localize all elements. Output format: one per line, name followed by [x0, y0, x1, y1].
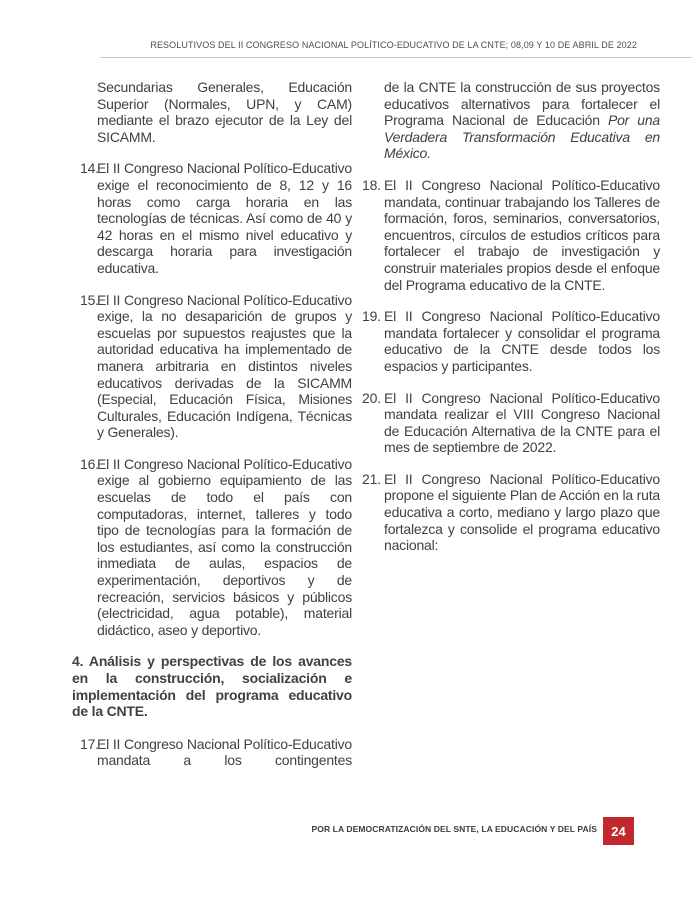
item-text: El II Congreso Nacional Político-Educativo mandata realizar el VIII Congreso Nacional de Educación Alternativa de la CNTE para el mes de septiembre de 2022.: [384, 389, 660, 456]
item-text: El II Congreso Nacional Político-Educativo mandata, continuar trabajando los Talleres de formación, foros, seminarios, conversatorios, encuentros, círculos de estudios críticos para fortalecer el trabajo de investigación y construir materiales propios desde el enfoque del Programa educativo de la CNTE.: [384, 176, 660, 293]
list-item-14: [72, 160, 352, 276]
item-text-italic: Por una Verdadera Transformación Educativa en México.: [384, 112, 660, 162]
header-divider: [100, 57, 692, 58]
footer-slogan: POR LA DEMOCRATIZACIÓN DEL SNTE, LA EDUCACIÓN Y DEL PAÍS: [311, 824, 597, 834]
item-number: 17.: [80, 735, 99, 752]
list-item-21: [362, 471, 660, 554]
item-text: El II Congreso Nacional Político-Educativo mandata fortalecer y consolidar el programa educativo de la CNTE desde todos los espacios y participantes.: [384, 308, 660, 374]
item-text: El II Congreso Nacional Político-Educativo propone el siguiente Plan de Acción en la ruta educativa a corto, mediano y largo plazo que fortalezca y consolide el programa educativo nacional:: [384, 470, 660, 554]
paragraph-continuation: [384, 79, 660, 162]
item-text: El II Congreso Nacional Político-Educativo exige el reconocimiento de 8, 12 y 16 horas como carga horaria en las tecnologías de técnicas. Así como de 40 y 42 horas en el mismo nivel educativo y descarga horaria para investigación educativa.: [97, 160, 352, 276]
list-item-15: [72, 292, 352, 441]
paragraph-continuation: Secundarias Generales, Educación Superior (Normales, UPN, y CAM) mediante el brazo ejecutor de la Ley del SICAMM.: [97, 79, 352, 145]
item-text: El II Congreso Nacional Político-Educativo mandata a los contingentes: [97, 735, 352, 769]
list-item-17: [72, 736, 352, 769]
item-number: 15.: [80, 291, 99, 308]
item-text: El II Congreso Nacional Político-Educativo exige, la no desaparición de grupos y escuelas por supuestos reajustes que la autoridad educativa ha implementado de manera arbitraria en distintos niveles educativos derivadas de la SICAMM (Especial, Educación Física, Misiones Culturales, Educación Indígena, Técnicas y Generales).: [97, 291, 352, 441]
item-number: 16.: [80, 455, 99, 472]
item-number: 19.: [362, 308, 381, 325]
item-text: El II Congreso Nacional Político-Educativo exige al gobierno equipamiento de las escuelas de todo el país con computadoras, internet, talleres y todo tipo de tecnologías para la formación de los estudiantes, así como la construcción inmediata de aulas, espacios de experimentación, deportivos y de recreación, servicios básicos y públicos (electricidad, agua potable), material didáctico, aseo y deportivo.: [97, 455, 352, 638]
left-column: [72, 79, 352, 784]
item-text: de la CNTE la construcción de sus proyectos educativos alternativos para fortalecer el Programa Nacional de Educación: [384, 79, 660, 129]
list-item-20: [362, 390, 660, 456]
right-column: [362, 79, 660, 569]
item-number: 18.: [362, 176, 381, 193]
page-number-badge: 24: [603, 817, 634, 845]
list-item-18: [362, 177, 660, 293]
item-number: 20.: [362, 389, 381, 406]
page-header-title: RESOLUTIVOS DEL II CONGRESO NACIONAL POLÍTICO-EDUCATIVO DE LA CNTE; 08,09 Y 10 DE ABRIL DE 2022: [150, 40, 637, 50]
item-number: 14.: [80, 160, 99, 177]
list-item-19: [362, 308, 660, 374]
section-heading: 4. Análisis y perspectivas de los avances en la construcción, socialización e implementación del programa educativo de la CNTE.: [72, 653, 352, 720]
list-item-16: [72, 456, 352, 639]
item-number: 21.: [362, 470, 381, 487]
